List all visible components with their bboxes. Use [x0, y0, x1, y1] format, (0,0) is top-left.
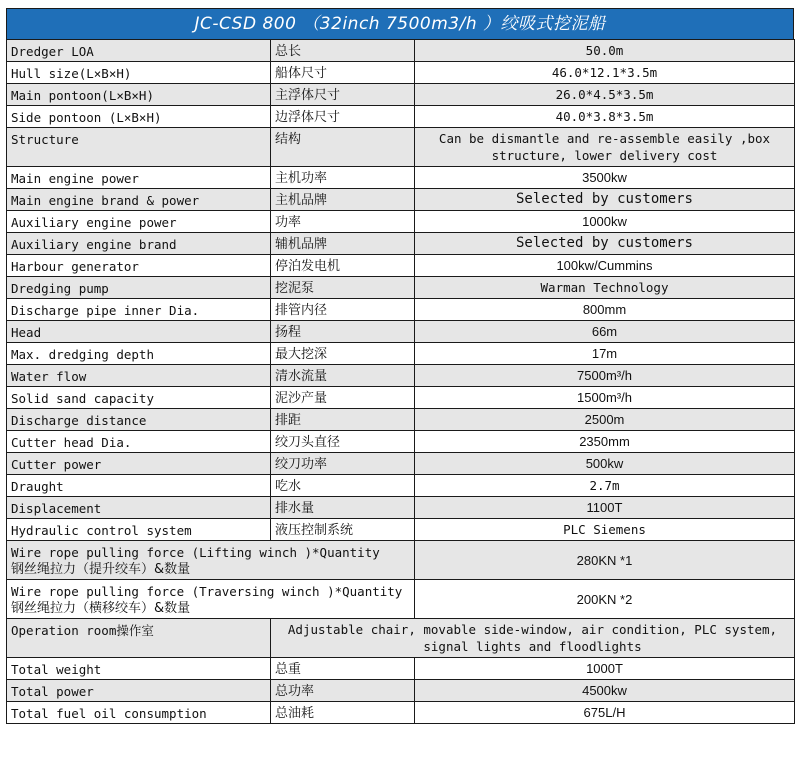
spec-label-en: Main engine brand & power	[7, 189, 271, 211]
table-row	[7, 619, 795, 658]
spec-label-en: Total fuel oil consumption	[7, 702, 271, 724]
spec-label-en: Dredger LOA	[7, 40, 271, 62]
spec-value: 1000T	[415, 658, 795, 680]
spec-value: 2350mm	[415, 431, 795, 453]
spec-value: 1000kw	[415, 211, 795, 233]
table-row	[7, 541, 795, 580]
spec-value: 40.0*3.8*3.5m	[415, 106, 795, 128]
spec-label-en: Max. dredging depth	[7, 343, 271, 365]
table-row	[7, 211, 795, 233]
spec-value: 7500m³/h	[415, 365, 795, 387]
spec-label-cn: 排水量	[271, 497, 415, 519]
table-row	[7, 702, 795, 724]
spec-label-en: Auxiliary engine brand	[7, 233, 271, 255]
spec-label-en: Dredging pump	[7, 277, 271, 299]
spec-label-en: Discharge pipe inner Dia.	[7, 299, 271, 321]
table-row	[7, 658, 795, 680]
spec-label-en: Auxiliary engine power	[7, 211, 271, 233]
table-row	[7, 580, 795, 619]
spec-label-en: Discharge distance	[7, 409, 271, 431]
spec-value	[271, 619, 795, 658]
spec-label-cn: 总油耗	[271, 702, 415, 724]
spec-label-cn: 船体尺寸	[271, 62, 415, 84]
spec-table	[6, 39, 795, 724]
spec-label-en: Cutter power	[7, 453, 271, 475]
spec-label-cn: 钢丝绳拉力（横移绞车）&数量	[11, 601, 191, 616]
spec-label-en: Wire rope pulling force (Lifting winch )*Quantity	[11, 545, 380, 560]
spec-value: 4500kw	[415, 680, 795, 702]
table-row	[7, 128, 795, 167]
spec-label-en: Total power	[7, 680, 271, 702]
spec-value: 26.0*4.5*3.5m	[415, 84, 795, 106]
spec-value-line: Adjustable chair, movable side-window, air condition, PLC system,	[287, 622, 778, 637]
spec-value: 200KN *2	[415, 580, 795, 619]
spec-label-cn: 辅机品牌	[271, 233, 415, 255]
spec-value-line: Can be dismantle and re-assemble easily ,box	[438, 131, 771, 146]
spec-label-cn: 扬程	[271, 321, 415, 343]
table-row	[7, 343, 795, 365]
table-row	[7, 106, 795, 128]
spec-label-cn: 主浮体尺寸	[271, 84, 415, 106]
spec-label-cn: 挖泥泵	[271, 277, 415, 299]
spec-label-cn: 最大挖深	[271, 343, 415, 365]
spec-value-line: structure, lower delivery cost	[491, 148, 718, 163]
table-row	[7, 680, 795, 702]
spec-value: 675L/H	[415, 702, 795, 724]
table-row	[7, 409, 795, 431]
table-row	[7, 40, 795, 62]
spec-value: 2.7m	[415, 475, 795, 497]
spec-value	[415, 128, 795, 167]
table-row	[7, 321, 795, 343]
spec-label-en: Operation room操作室	[7, 619, 271, 658]
spec-label-en: Water flow	[7, 365, 271, 387]
spec-value: 500kw	[415, 453, 795, 475]
spec-label-cn: 总长	[271, 40, 415, 62]
spec-label-en: Displacement	[7, 497, 271, 519]
table-row	[7, 431, 795, 453]
spec-value: 3500kw	[415, 167, 795, 189]
sheet-title: JC-CSD 800 （32inch 7500m3/h ）绞吸式挖泥船	[6, 8, 794, 39]
spec-value: 2500m	[415, 409, 795, 431]
spec-label-en: Side pontoon (L×B×H)	[7, 106, 271, 128]
spec-label-en: Hull size(L×B×H)	[7, 62, 271, 84]
spec-label-en: Solid sand capacity	[7, 387, 271, 409]
spec-label-cn: 停泊发电机	[271, 255, 415, 277]
spec-value-line: signal lights and floodlights	[423, 639, 642, 654]
spec-label-cn: 主机功率	[271, 167, 415, 189]
spec-label-cn: 泥沙产量	[271, 387, 415, 409]
spec-value: PLC Siemens	[415, 519, 795, 541]
table-row	[7, 233, 795, 255]
spec-value: 66m	[415, 321, 795, 343]
spec-label-en: Head	[7, 321, 271, 343]
spec-label-cn: 排管内径	[271, 299, 415, 321]
spec-label-en: Hydraulic control system	[7, 519, 271, 541]
spec-label-cn: 排距	[271, 409, 415, 431]
spec-label-cn: 钢丝绳拉力（提升绞车）&数量	[11, 562, 191, 577]
spec-label-en: Main pontoon(L×B×H)	[7, 84, 271, 106]
spec-label-en: Wire rope pulling force (Traversing winch )*Quantity	[11, 584, 403, 599]
table-row	[7, 255, 795, 277]
table-row	[7, 167, 795, 189]
spec-label-en: Total weight	[7, 658, 271, 680]
table-row	[7, 365, 795, 387]
table-row	[7, 299, 795, 321]
spec-label-cn: 清水流量	[271, 365, 415, 387]
spec-value: 1100T	[415, 497, 795, 519]
spec-label-combined	[7, 580, 415, 619]
spec-label-en: Draught	[7, 475, 271, 497]
spec-label-cn: 结构	[271, 128, 415, 167]
spec-value: 800mm	[415, 299, 795, 321]
spec-label-cn: 总重	[271, 658, 415, 680]
spec-label-en: Cutter head Dia.	[7, 431, 271, 453]
table-row	[7, 62, 795, 84]
table-row	[7, 189, 795, 211]
table-row	[7, 475, 795, 497]
spec-label-cn: 绞刀功率	[271, 453, 415, 475]
spec-value: Warman Technology	[415, 277, 795, 299]
spec-value: Selected by customers	[415, 233, 795, 255]
spec-sheet	[6, 8, 794, 724]
spec-label-cn: 功率	[271, 211, 415, 233]
spec-label-cn: 吃水	[271, 475, 415, 497]
spec-value: 17m	[415, 343, 795, 365]
spec-value: Selected by customers	[415, 189, 795, 211]
spec-value: 100kw/Cummins	[415, 255, 795, 277]
spec-label-en: Harbour generator	[7, 255, 271, 277]
spec-value: 1500m³/h	[415, 387, 795, 409]
spec-value: 46.0*12.1*3.5m	[415, 62, 795, 84]
spec-label-cn: 总功率	[271, 680, 415, 702]
spec-label-combined	[7, 541, 415, 580]
spec-label-en: Structure	[7, 128, 271, 167]
table-row	[7, 277, 795, 299]
table-row	[7, 497, 795, 519]
table-row	[7, 84, 795, 106]
spec-label-cn: 主机品牌	[271, 189, 415, 211]
spec-value: 280KN *1	[415, 541, 795, 580]
spec-label-cn: 边浮体尺寸	[271, 106, 415, 128]
spec-label-cn: 液压控制系统	[271, 519, 415, 541]
spec-label-en: Main engine power	[7, 167, 271, 189]
table-row	[7, 519, 795, 541]
table-row	[7, 453, 795, 475]
spec-label-cn: 绞刀头直径	[271, 431, 415, 453]
table-row	[7, 387, 795, 409]
spec-value: 50.0m	[415, 40, 795, 62]
